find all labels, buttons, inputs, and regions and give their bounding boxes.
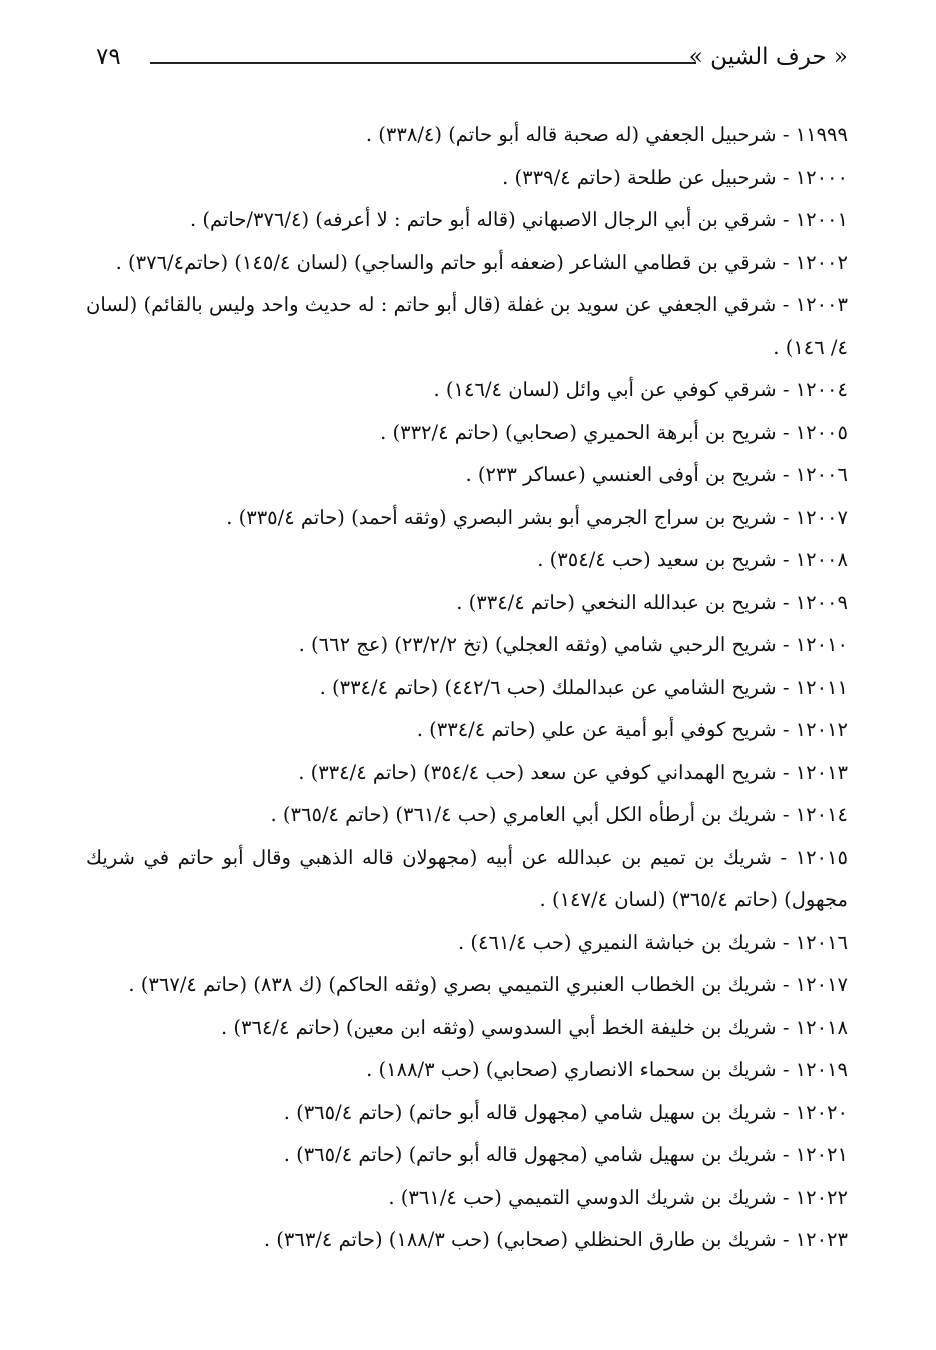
entry: ١٢٠١٦ - شريك بن خباشة النميري (حب ٤٦١/٤) . [458,930,848,954]
entry-text: شرقي بن أبي الرجال الاصبهاني (قاله أبو حاتم : لا أعرفه) (٣٧٦/٤/حاتم) . [189,208,777,231]
entry: ١٢٠١٢ - شريح كوفي أبو أمية عن علي (حاتم ٣٣٤/٤) . [416,718,848,741]
entry-text: شريك بن أرطأه الكل أبي العامري (حب ٣٦١/٤) (حاتم ٣٦٥/٤) . [270,803,777,826]
entry-text: شريك بن تميم بن عبدالله عن أبيه (مجهولان قاله الذهبي وقال أبو حاتم في شريك مجهول) (حاتم ٣٦٥/٤) (لسان ١٤٧/٤) . [86,845,848,911]
entry-number: ١٢٠١٧ [795,973,848,996]
entry-number: ١٢٠١١ [795,675,848,699]
entry-number: ١٢٠٠٩ [795,590,848,614]
entry-text: شريك بن خليفة الخط أبي السدوسي (وثقه ابن معين) (حاتم ٣٦٤/٤) . [221,1015,777,1039]
entry: ١٢٠٢١ - شريك بن سهيل شامي (مجهول قاله أبو حاتم) (حاتم ٣٦٥/٤) . [283,1143,848,1166]
entry-number: ١١٩٩٩ [795,123,848,146]
chapter-title: « حرف الشين » [688,44,848,70]
entry-text: شريح بن عبدالله النخعي (حاتم ٣٣٤/٤) . [456,590,777,614]
entry-text: شرقي كوفي عن أبي وائل (لسان ١٤٦/٤) . [433,378,777,401]
entry: ١٢٠١٥ - شريك بن تميم بن عبدالله عن أبيه (مجهولان قاله الذهبي وقال أبو حاتم في شريك مجهول) (حاتم ٣٦٥/٤) (لسان ١٤٧/٤) . [86,845,848,911]
entry-number: ١٢٠٢٣ [795,1228,848,1251]
entry-number: ١٢٠٢٠ [795,1100,848,1124]
entry: ١٢٠٠٢ - شرقي بن قطامي الشاعر (ضعفه أبو حاتم والساجي) (لسان ١٤٥/٤) (حاتم٣٧٦/٤) . [115,250,848,274]
entry-text: شريح كوفي أبو أمية عن علي (حاتم ٣٣٤/٤) . [416,718,777,741]
entry-text: شريك بن سهيل شامي (مجهول قاله أبو حاتم) (حاتم ٣٦٥/٤) . [283,1100,777,1124]
entry-text: شريح الشامي عن عبدالملك (حب ٤٤٢/٦) (حاتم ٣٣٤/٤) . [319,675,777,699]
entry-number: ١٢٠١٦ [795,930,848,954]
entry-number: ١٢٠٠٠ [795,165,848,189]
entry: ١٢٠١٩ - شريك بن سحماء الانصاري (صحابي) (حب ١٨٨/٣) . [366,1058,848,1081]
entry: ١٢٠٢٣ - شريك بن طارق الحنظلي (صحابي) (حب ١٨٨/٣) (حاتم ٣٦٣/٤) . [263,1228,848,1251]
entry: ١٢٠١١ - شريح الشامي عن عبدالملك (حب ٤٤٢/٦) (حاتم ٣٣٤/٤) . [319,675,848,699]
page-number: ٧٩ [96,44,121,70]
entry: ١١٩٩٩ - شرحبيل الجعفي (له صحبة قاله أبو حاتم) (٣٣٨/٤) . [365,123,848,146]
entry: ١٢٠٢٢ - شريك بن شريك الدوسي التميمي (حب ٣٦١/٤) . [388,1185,848,1209]
entry-number: ١٢٠٠١ [795,208,848,231]
entry: ١٢٠١٣ - شريح الهمداني كوفي عن سعد (حب ٣٥٤/٤) (حاتم ٣٣٤/٤) . [298,760,848,784]
entry-list [86,114,848,1262]
entry: ١٢٠٠٧ - شريح بن سراج الجرمي أبو بشر البصري (وثقه أحمد) (حاتم ٣٣٥/٤) . [226,505,848,529]
entry-number: ١٢٠١٥ [795,845,848,869]
entry: ١٢٠١٤ - شريك بن أرطأه الكل أبي العامري (حب ٣٦١/٤) (حاتم ٣٦٥/٤) . [270,803,848,826]
entry-text: شريك بن سهيل شامي (مجهول قاله أبو حاتم) (حاتم ٣٦٥/٤) . [283,1143,777,1166]
entry-number: ١٢٠٠٤ [795,378,848,401]
entry: ١٢٠١٠ - شريح الرحبي شامي (وثقه العجلي) (تخ ٢٣/٢/٢) (عج ٦٦٢) . [298,633,848,656]
entry-number: ١٢٠١٩ [795,1058,848,1081]
entry-text: شرقي الجعفي عن سويد بن غفلة (قال أبو حاتم : له حديث واحد وليس بالقائم) (لسان ٤/ ١٤٦) . [86,293,848,359]
entry-text: شريك بن شريك الدوسي التميمي (حب ٣٦١/٤) . [388,1185,777,1209]
entry: ١٢٠٠١ - شرقي بن أبي الرجال الاصبهاني (قاله أبو حاتم : لا أعرفه) (٣٧٦/٤/حاتم) . [189,208,848,231]
entry-text: شرحبيل الجعفي (له صحبة قاله أبو حاتم) (٣٣٨/٤) . [365,123,777,146]
entry-number: ١٢٠٠٦ [795,463,848,486]
entry-text: شريح بن أوفى العنسي (عساكر ٢٣٣) . [465,463,777,486]
entry: ١٢٠٠٠ - شرحبيل عن طلحة (حاتم ٣٣٩/٤) . [502,165,848,189]
entry-number: ١٢٠١٠ [795,633,848,656]
entry-text: شريح بن سعيد (حب ٣٥٤/٤) . [537,548,777,571]
entry-number: ١٢٠٠٥ [795,420,848,444]
entry: ١٢٠٠٥ - شريح بن أبرهة الحميري (صحابي) (حاتم ٣٣٢/٤) . [380,420,848,444]
entry: ١٢٠٠٤ - شرقي كوفي عن أبي وائل (لسان ١٤٦/٤) . [433,378,848,401]
entry-text: شريك بن طارق الحنظلي (صحابي) (حب ١٨٨/٣) (حاتم ٣٦٣/٤) . [263,1228,777,1251]
entry-number: ١٢٠٢٢ [795,1185,848,1209]
entry: ١٢٠٢٠ - شريك بن سهيل شامي (مجهول قاله أبو حاتم) (حاتم ٣٦٥/٤) . [283,1100,848,1124]
header-rule [150,62,696,64]
entry-number: ١٢٠١٨ [795,1015,848,1039]
entry-number: ١٢٠٠٢ [795,250,848,274]
entry-text: شريح الهمداني كوفي عن سعد (حب ٣٥٤/٤) (حاتم ٣٣٤/٤) . [298,760,777,784]
entry-text: شريح بن أبرهة الحميري (صحابي) (حاتم ٣٣٢/٤) . [380,420,777,444]
entry: ١٢٠١٨ - شريك بن خليفة الخط أبي السدوسي (وثقه ابن معين) (حاتم ٣٦٤/٤) . [221,1015,848,1039]
page-header [96,40,848,80]
entry-number: ١٢٠١٢ [795,718,848,741]
entry-text: شريك بن خباشة النميري (حب ٤٦١/٤) . [458,930,777,954]
entry-number: ١٢٠٠٣ [795,293,848,316]
entry-text: شريك بن الخطاب العنبري التميمي بصري (وثقه الحاكم) (ك ٨٣٨) (حاتم ٣٦٧/٤) . [128,973,777,996]
entry: ١٢٠٠٦ - شريح بن أوفى العنسي (عساكر ٢٣٣) . [465,463,848,486]
entry-number: ١٢٠٠٨ [795,548,848,571]
entry-text: شرقي بن قطامي الشاعر (ضعفه أبو حاتم والساجي) (لسان ١٤٥/٤) (حاتم٣٧٦/٤) . [115,250,777,274]
entry: ١٢٠٠٣ - شرقي الجعفي عن سويد بن غفلة (قال أبو حاتم : له حديث واحد وليس بالقائم) (لسان ٤/ ١٤٦) . [86,293,848,359]
entry-text: شرحبيل عن طلحة (حاتم ٣٣٩/٤) . [502,165,777,189]
entry-number: ١٢٠٢١ [795,1143,848,1166]
entry-text: شريك بن سحماء الانصاري (صحابي) (حب ١٨٨/٣) . [366,1058,777,1081]
entry-text: شريح الرحبي شامي (وثقه العجلي) (تخ ٢٣/٢/٢) (عج ٦٦٢) . [298,633,777,656]
entry: ١٢٠٠٩ - شريح بن عبدالله النخعي (حاتم ٣٣٤/٤) . [456,590,848,614]
entry-number: ١٢٠٠٧ [795,505,848,529]
entry: ١٢٠٠٨ - شريح بن سعيد (حب ٣٥٤/٤) . [537,548,848,571]
entry: ١٢٠١٧ - شريك بن الخطاب العنبري التميمي بصري (وثقه الحاكم) (ك ٨٣٨) (حاتم ٣٦٧/٤) . [128,973,848,996]
entry-number: ١٢٠١٤ [795,803,848,826]
entry-number: ١٢٠١٣ [795,760,848,784]
entry-text: شريح بن سراج الجرمي أبو بشر البصري (وثقه أحمد) (حاتم ٣٣٥/٤) . [226,505,777,529]
